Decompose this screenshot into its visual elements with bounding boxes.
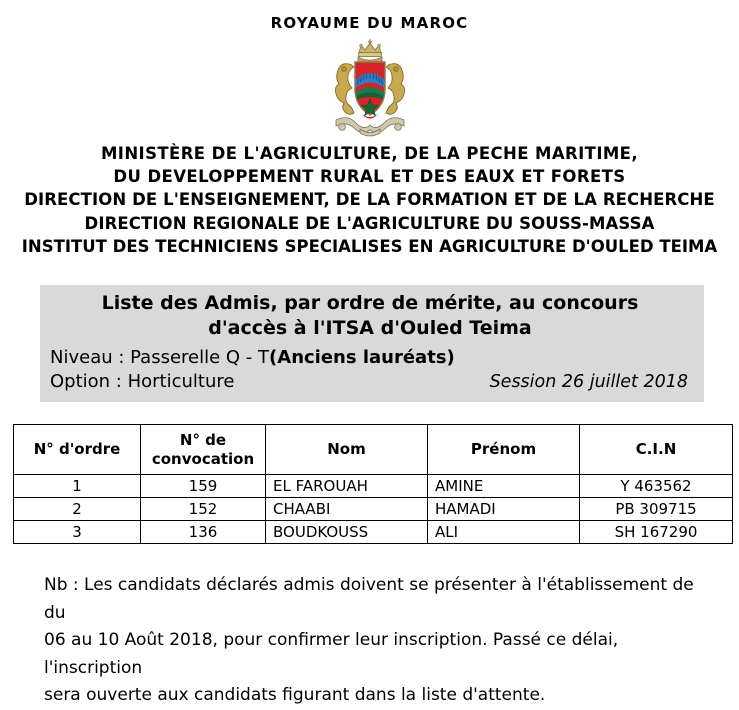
column-header-nom-line1: Nom [327,440,366,459]
cell-convocation: 159 [141,475,266,498]
column-header-cin-line1: C.I.N [635,440,677,459]
table-row [14,498,733,521]
niveau-label: Niveau : Passerelle Q - T [50,346,270,368]
list-title-line-2: d'accès à l'ITSA d'Ouled Teima [208,317,532,340]
cell-nom: EL FAROUAH [266,475,428,498]
column-header-convocation [141,425,266,475]
column-header-ordre [14,425,141,475]
cell-ordre: 1 [14,475,141,498]
ministry-line-3: DIRECTION DE L'ENSEIGNEMENT, DE LA FORMATION ET DE LA RECHERCHE [24,190,715,210]
option-row [50,370,690,395]
niveau-suffix: (Anciens lauréats) [269,346,455,368]
niveau-row [50,346,690,370]
list-title-line-1: Liste des Admis, par ordre de mérite, au concours [101,292,639,314]
list-title [50,291,690,342]
cell-prenom: HAMADI [428,498,580,521]
niveau-text [50,346,455,370]
column-header-ordre-line1: N° d'ordre [33,440,121,459]
table-header-row [14,425,733,475]
column-header-prenom-line1: Prénom [470,440,537,459]
exam-info-band [40,285,704,402]
emblem-container [0,34,739,138]
ministry-line-4: DIRECTION REGIONALE DE L'AGRICULTURE DU SOUSS-MASSA [84,213,655,233]
footnote-line-2: 06 au 10 Août 2018, pour confirmer leur inscription. Passé ce délai, l'inscription [44,630,619,678]
cell-convocation: 152 [141,498,266,521]
table-row [14,475,733,498]
ministry-header [0,142,739,259]
cell-nom: BOUDKOUSS [266,521,428,544]
footnote-line-3: sera ouverte aux candidats figurant dans la liste d'attente. [44,685,546,706]
option-label: Option : Horticulture [50,370,235,392]
column-header-nom [266,425,428,475]
footnote-line-1: Nb : Les candidats déclarés admis doivent se présenter à l'établissement de du [44,575,694,623]
cell-cin: Y 463562 [580,475,733,498]
morocco-coat-of-arms-icon [322,34,418,138]
ministry-line-1: MINISTÈRE DE L'AGRICULTURE, DE LA PECHE MARITIME, [100,143,639,163]
cell-prenom: AMINE [428,475,580,498]
session-label: Session 26 juillet 2018 [489,371,688,392]
ministry-line-2: DU DEVELOPPEMENT RURAL ET DES EAUX ET FORETS [113,166,626,186]
cell-cin: SH 167290 [580,521,733,544]
ministry-line-5: INSTITUT DES TECHNICIENS SPECIALISES EN AGRICULTURE D'OULED TEIMA [21,237,718,257]
cell-prenom: ALI [428,521,580,544]
column-header-convocation-line1: N° de [179,431,227,450]
table-row [14,521,733,544]
column-header-cin [580,425,733,475]
footnote [44,572,709,710]
admitted-candidates-table [13,424,733,544]
column-header-convocation-line2: convocation [151,449,255,468]
cell-convocation: 136 [141,521,266,544]
cell-ordre: 2 [14,498,141,521]
cell-ordre: 3 [14,521,141,544]
cell-nom: CHAABI [266,498,428,521]
column-header-prenom [428,425,580,475]
cell-cin: PB 309715 [580,498,733,521]
page-title: ROYAUME DU MAROC [270,14,469,32]
